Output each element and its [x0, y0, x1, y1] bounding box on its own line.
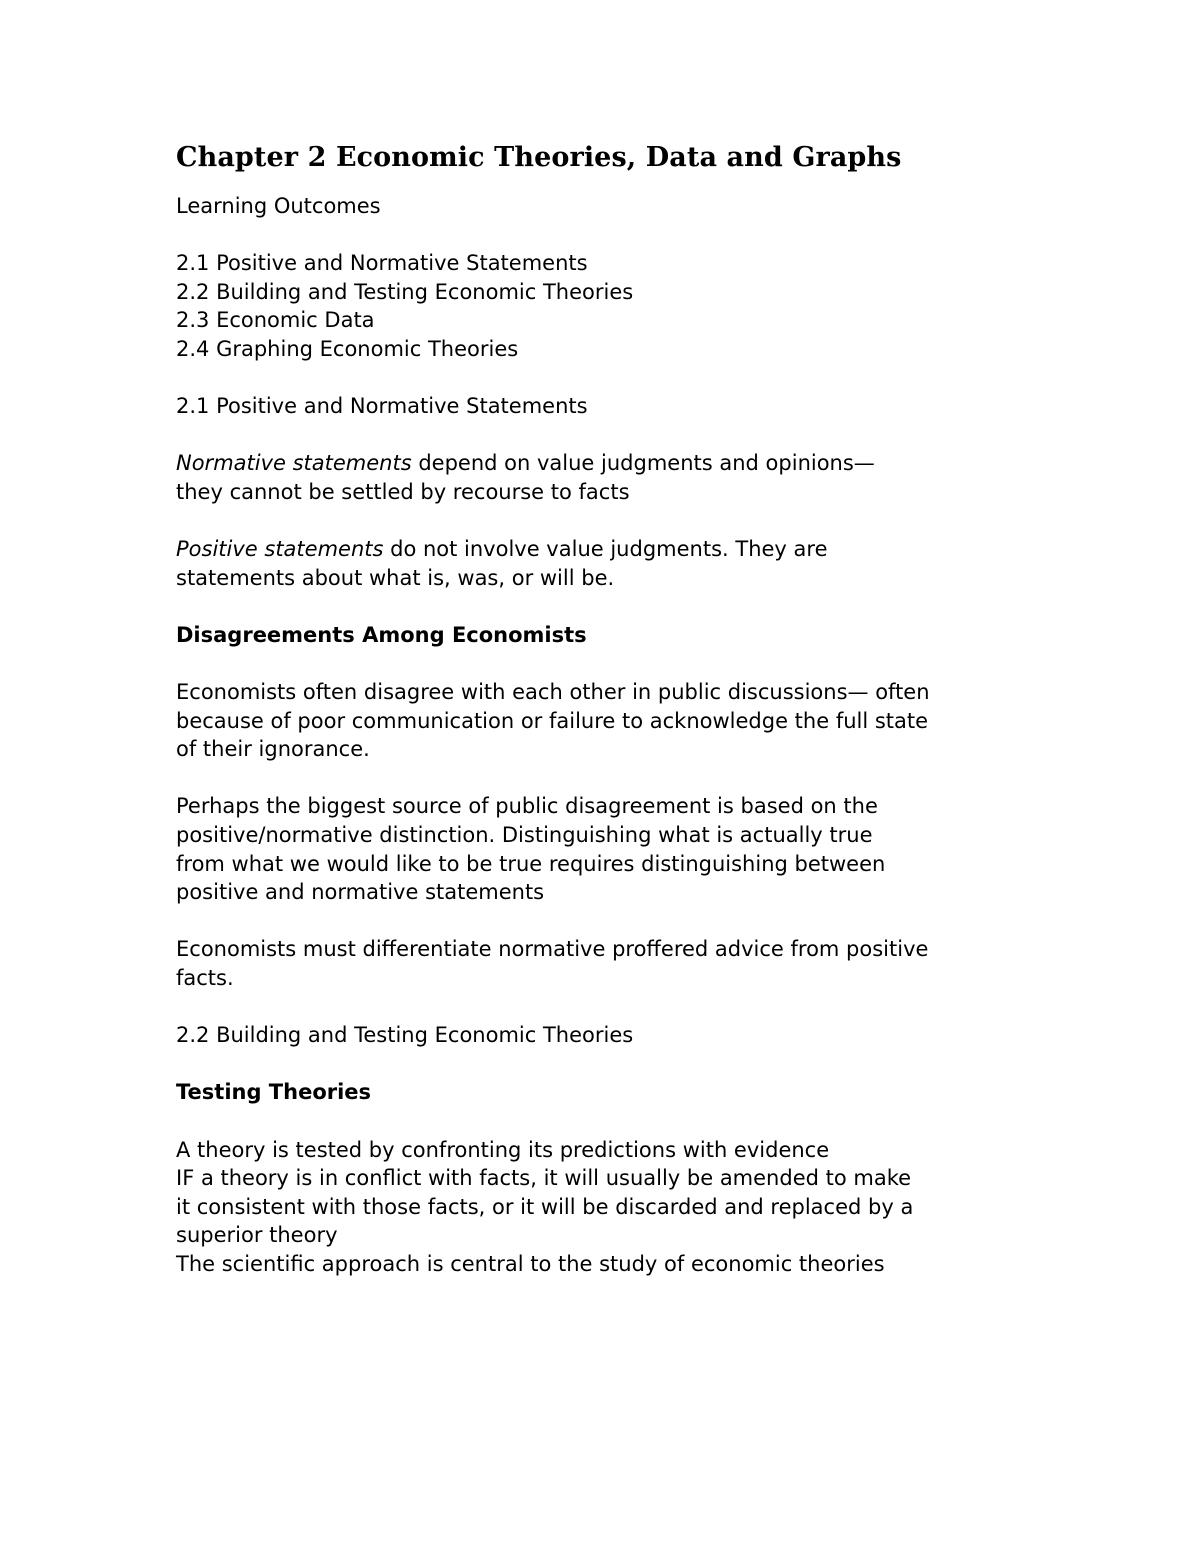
testing-theories-heading: Testing Theories [176, 1080, 372, 1105]
learning-outcomes-list [176, 249, 1056, 363]
paragraph-line: from what we would like to be true requires distinguishing between [176, 851, 886, 876]
spacer [176, 592, 1056, 621]
paragraph-line: facts. [176, 966, 234, 991]
positive-term: Positive statements [176, 537, 384, 562]
disagreements-paragraph-1 [176, 678, 1056, 764]
testing-theories-paragraph [176, 1136, 1056, 1279]
paragraph-line: positive/normative distinction. Distinguishing what is actually true [176, 823, 873, 848]
outcome-item: 2.4 Graphing Economic Theories [176, 336, 519, 361]
paragraph-line: positive and normative statements [176, 880, 545, 905]
normative-term: Normative statements [176, 451, 412, 476]
outcome-item: 2.3 Economic Data [176, 308, 375, 333]
disagreements-paragraph-3 [176, 935, 1056, 992]
document-page [176, 138, 1056, 1279]
spacer [176, 421, 1056, 450]
learning-outcomes-heading: Learning Outcomes [176, 194, 381, 218]
paragraph-line: of their ignorance. [176, 737, 370, 762]
normative-text: depend on value judgments and opinions— [411, 451, 875, 476]
paragraph-line: The scientific approach is central to the study of economic theories [176, 1251, 885, 1276]
spacer [176, 764, 1056, 793]
section-heading-2-2: 2.2 Building and Testing Economic Theories [176, 1023, 634, 1048]
spacer [176, 221, 1056, 250]
outcome-item: 2.1 Positive and Normative Statements [176, 251, 588, 276]
spacer [176, 650, 1056, 679]
positive-text-line2: statements about what is, was, or will be. [176, 565, 615, 590]
spacer [176, 993, 1056, 1022]
disagreements-paragraph-2 [176, 792, 1056, 906]
outcome-item: 2.2 Building and Testing Economic Theories [176, 279, 634, 304]
paragraph-line: Economists often disagree with each other in public discussions— often [176, 680, 930, 705]
paragraph-line: Perhaps the biggest source of public disagreement is based on the [176, 794, 878, 819]
positive-text: do not involve value judgments. They are [383, 537, 828, 562]
normative-text-line2: they cannot be settled by recourse to facts [176, 479, 630, 504]
spacer [176, 1050, 1056, 1079]
section-heading-2-1: 2.1 Positive and Normative Statements [176, 394, 588, 419]
paragraph-line: because of poor communication or failure to acknowledge the full state [176, 708, 929, 733]
paragraph-line: Economists must differentiate normative proffered advice from positive [176, 937, 929, 962]
paragraph-line: superior theory [176, 1223, 338, 1248]
spacer [176, 507, 1056, 536]
paragraph-line: A theory is tested by confronting its predictions with evidence [176, 1137, 830, 1162]
paragraph-line: it consistent with those facts, or it will be discarded and replaced by a [176, 1194, 914, 1219]
chapter-title: Chapter 2 Economic Theories, Data and Graphs [176, 142, 902, 173]
positive-paragraph [176, 535, 1056, 592]
normative-paragraph [176, 449, 1056, 506]
paragraph-line: IF a theory is in conflict with facts, it will usually be amended to make [176, 1166, 912, 1191]
spacer [176, 1107, 1056, 1136]
spacer [176, 364, 1056, 393]
spacer [176, 907, 1056, 936]
disagreements-heading: Disagreements Among Economists [176, 622, 587, 647]
